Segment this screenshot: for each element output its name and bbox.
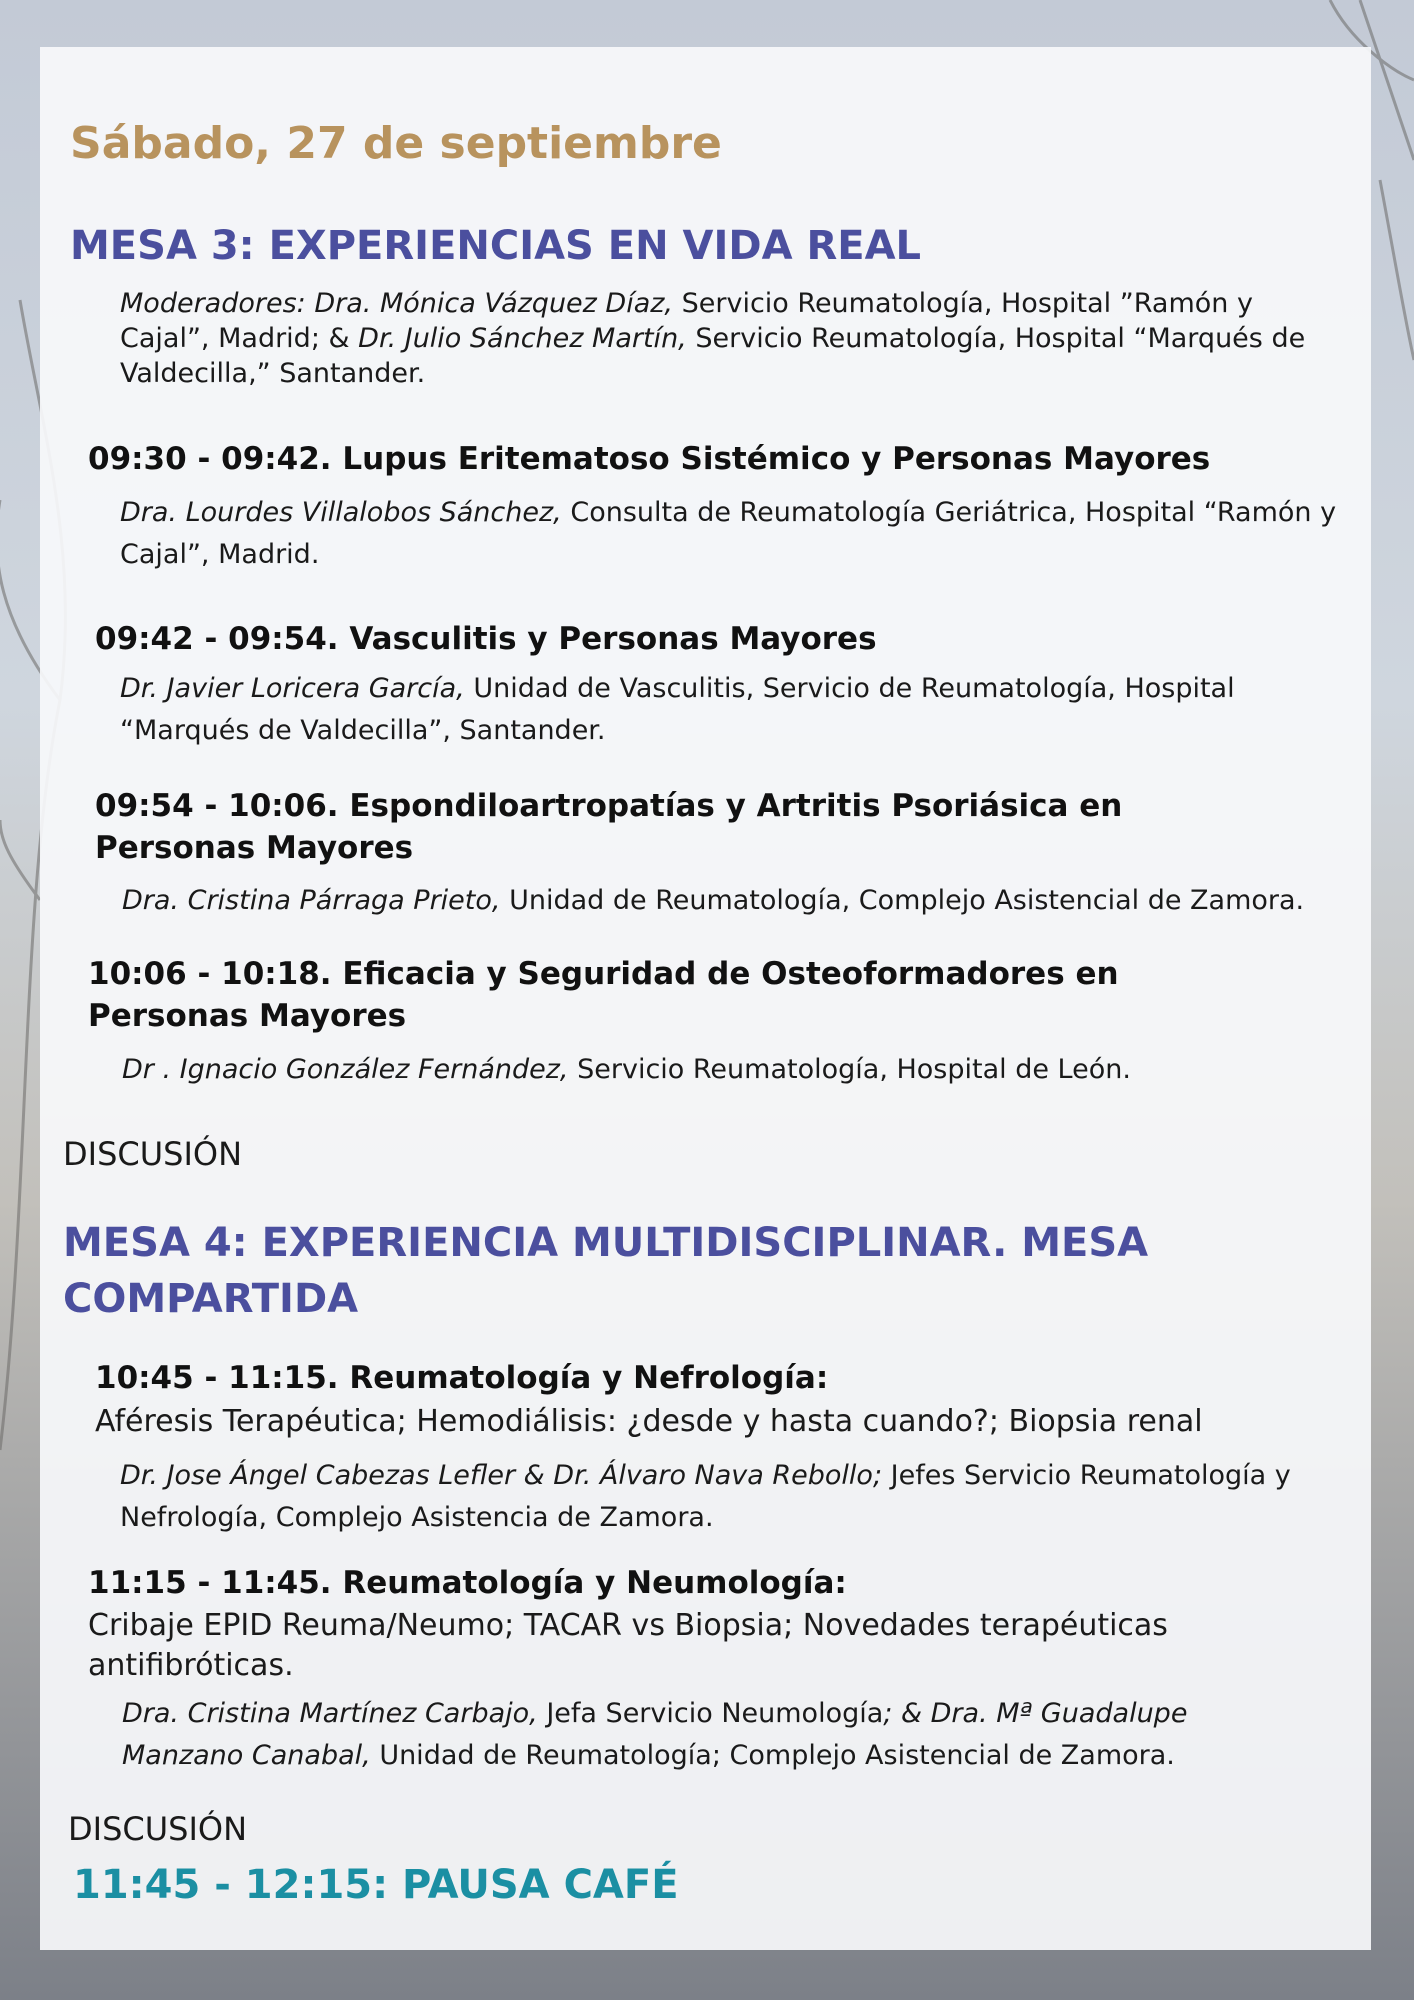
mesa3-discussion: DISCUSIÓN <box>63 1135 243 1173</box>
talk-5-affiliation: Jefes Servicio Reumatología y Nefrología, Complejo Asistencia de Zamora. <box>120 1460 1291 1533</box>
talk-6-speaker-2-name: ; & Dra. Mª Guadalupe Manzano Canabal, <box>122 1698 1188 1771</box>
talk-6-speaker-name: Dra. Cristina Martínez Carbajo, <box>122 1698 538 1729</box>
talk-6-topics: Cribaje EPID Reuma/Neumo; TACAR vs Biopsia; Novedades terapéuticas antifibróticas. <box>88 1608 1168 1683</box>
talk-4-affiliation: Servicio Reumatología, Hospital de León. <box>577 1054 1131 1085</box>
mesa3-moderators <box>120 286 1340 391</box>
moderator-1-name: Dra. Mónica Vázquez Díaz, <box>314 288 674 319</box>
talk-1-affiliation: Consulta de Reumatología Geriátrica, Hospital “Ramón y Cajal”, Madrid. <box>120 497 1337 570</box>
talk-5-speaker-name: Dr. Jose Ángel Cabezas Lefler & Dr. Álvaro Nava Rebollo; <box>120 1460 883 1491</box>
talk-2-speaker <box>120 668 1290 752</box>
moderator-2-affiliation: Servicio Reumatología, Hospital “Marqués de Valdecilla,” Santander. <box>120 323 1306 389</box>
talk-1-speaker-name: Dra. Lourdes Villalobos Sánchez, <box>120 497 562 528</box>
talk-3-speaker-name: Dra. Cristina Párraga Prieto, <box>122 885 501 916</box>
talk-1-title: 09:30 - 09:42. Lupus Eritematoso Sistémico y Personas Mayores <box>88 441 1211 477</box>
moderators-label: Moderadores: <box>120 288 306 319</box>
talk-3-title: 09:54 - 10:06. Espondiloartropatías y Artritis Psoriásica en Personas Mayores <box>95 788 1123 866</box>
talk-1-speaker <box>120 492 1350 576</box>
talk-4-speaker <box>122 1049 1352 1091</box>
talk-4-title: 10:06 - 10:18. Eficacia y Seguridad de Osteoformadores en Personas Mayores <box>88 956 1119 1034</box>
talk-5-topics: Aféresis Terapéutica; Hemodiálisis: ¿desde y hasta cuando?; Biopsia renal <box>95 1404 1203 1439</box>
talk-4-speaker-name: Dr . Ignacio González Fernández, <box>122 1054 569 1085</box>
talk-6-affiliation-2: Unidad de Reumatología; Complejo Asistencial de Zamora. <box>379 1740 1175 1771</box>
talk-2-title: 09:42 - 09:54. Vasculitis y Personas Mayores <box>95 621 877 657</box>
talk-3-speaker <box>122 880 1352 922</box>
talk-6-affiliation: Jefa Servicio Neumología <box>546 1698 884 1729</box>
mesa4-discussion: DISCUSIÓN <box>68 1810 248 1848</box>
talk-3-affiliation: Unidad de Reumatología, Complejo Asistencial de Zamora. <box>509 885 1305 916</box>
moderator-1-affiliation: Servicio Reumatología, Hospital ”Ramón y Cajal”, Madrid; & <box>120 288 1253 354</box>
talk-2-speaker-name: Dr. Javier Loricera García, <box>120 673 465 704</box>
mesa3-title: MESA 3: EXPERIENCIAS EN VIDA REAL <box>70 223 922 269</box>
mesa4-title: MESA 4: EXPERIENCIA MULTIDISCIPLINAR. MESA COMPARTIDA <box>63 1220 1149 1322</box>
talk-5-speaker <box>120 1455 1330 1539</box>
coffee-break: 11:45 - 12:15: PAUSA CAFÉ <box>73 1862 679 1908</box>
day-heading: Sábado, 27 de septiembre <box>70 118 722 169</box>
talk-6-title: 11:15 - 11:45. Reumatología y Neumología: <box>88 1565 847 1601</box>
talk-2-affiliation: Unidad de Vasculitis, Servicio de Reumatología, Hospital “Marqués de Valdecilla”, Santander. <box>120 673 1235 746</box>
talk-6-speaker <box>122 1693 1242 1777</box>
talk-5-title: 10:45 - 11:15. Reumatología y Nefrología: <box>95 1360 829 1396</box>
moderator-2-name: Dr. Julio Sánchez Martín, <box>358 323 687 354</box>
